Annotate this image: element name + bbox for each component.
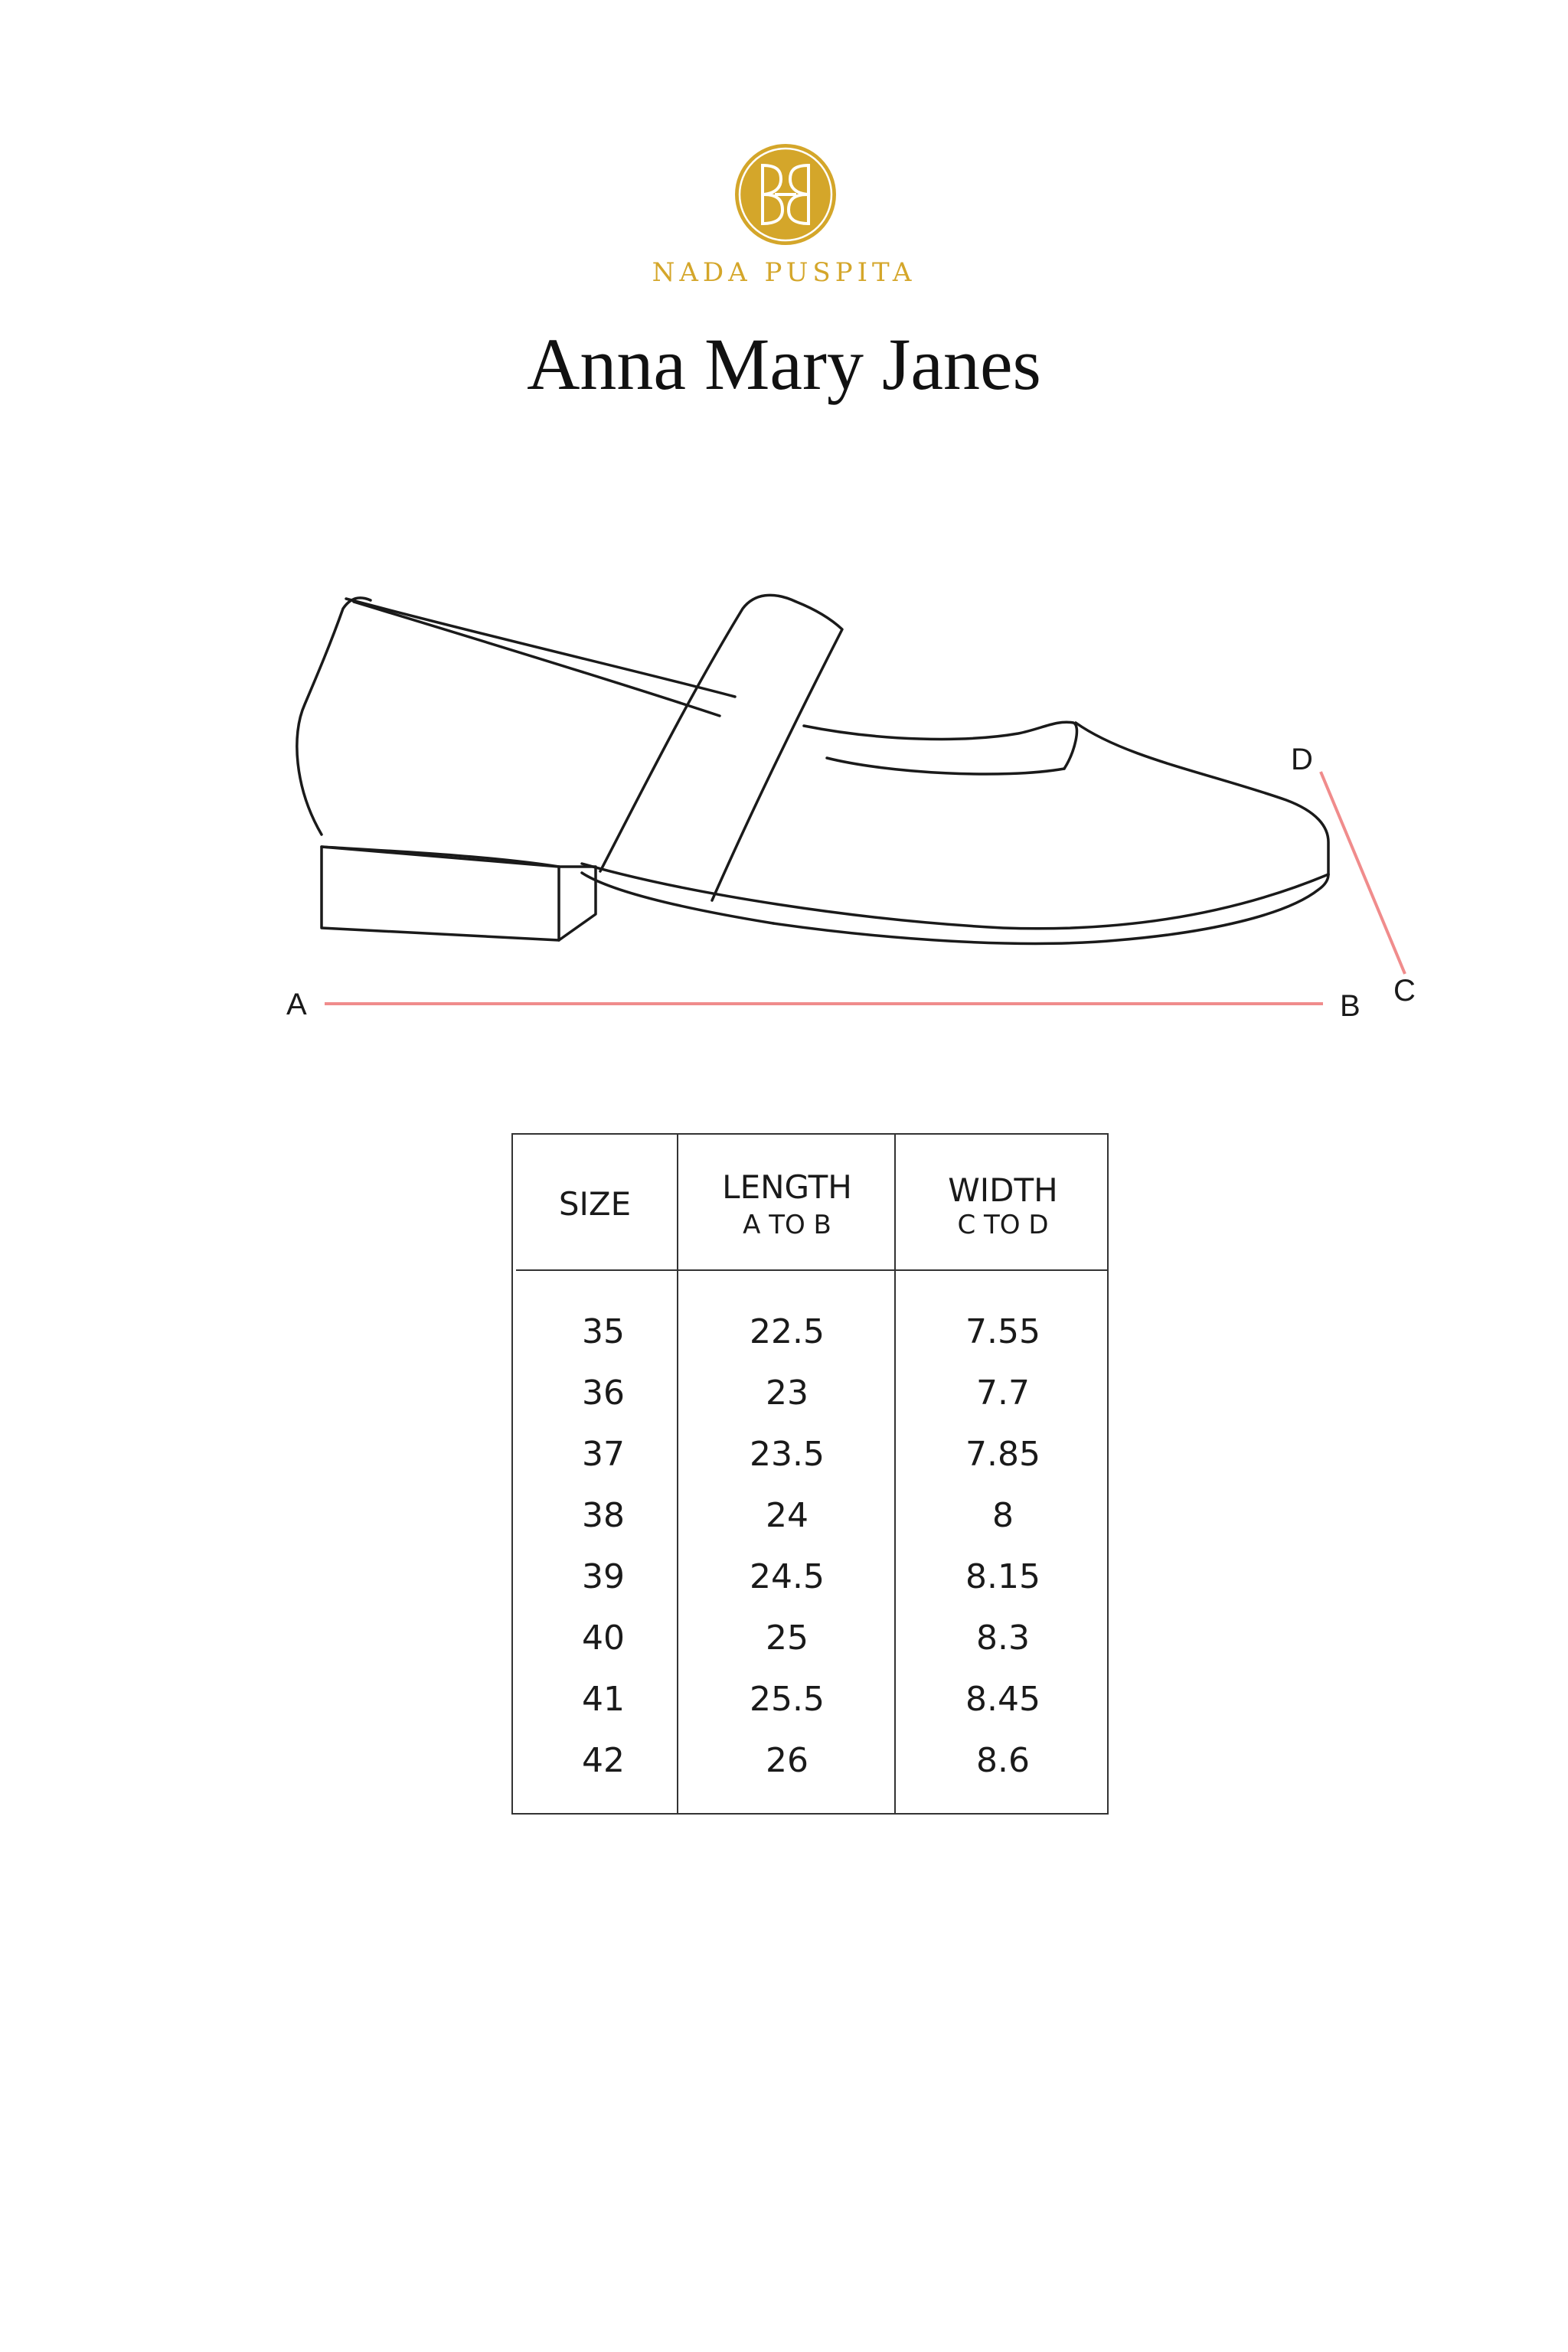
width-column: [894, 1135, 1110, 1813]
shoe-outline-icon: [297, 595, 1328, 943]
length-cell: 22.5: [750, 1312, 825, 1351]
width-cell: 8.45: [965, 1680, 1040, 1719]
size-cell: 40: [582, 1619, 625, 1658]
size-cell: 35: [582, 1312, 625, 1351]
size-cell: 36: [582, 1374, 625, 1413]
product-title: Anna Mary Janes: [527, 323, 1041, 405]
length-cell: 23.5: [750, 1435, 825, 1474]
width-cell: 8: [992, 1496, 1014, 1535]
length-cell: 23: [766, 1374, 808, 1413]
width-subheader: C TO D: [957, 1210, 1049, 1240]
header-divider: [516, 1269, 1107, 1271]
point-c-label: C: [1393, 974, 1416, 1008]
length-values: [678, 1302, 896, 1792]
width-values: [896, 1302, 1110, 1792]
width-measure-line: [1321, 772, 1405, 974]
size-cell: 39: [582, 1557, 625, 1596]
width-cell: 8.15: [965, 1557, 1040, 1596]
brand-name: NADA PUSPITA: [652, 257, 916, 288]
point-b-label: B: [1340, 989, 1361, 1023]
length-header: LENGTH: [722, 1168, 852, 1206]
length-subheader: A TO B: [743, 1210, 831, 1240]
length-column: [677, 1135, 896, 1813]
point-d-label: D: [1291, 743, 1313, 776]
size-column: [513, 1135, 677, 1813]
size-cell: 42: [582, 1741, 625, 1780]
size-cell: 41: [582, 1680, 625, 1719]
point-a-label: A: [286, 988, 307, 1021]
size-cell: 37: [582, 1435, 625, 1474]
size-chart-table: [511, 1133, 1109, 1815]
width-cell: 8.6: [976, 1741, 1030, 1780]
size-header: SIZE: [558, 1185, 632, 1223]
size-cell: 38: [582, 1496, 625, 1535]
size-values: [513, 1302, 677, 1792]
length-cell: 25.5: [750, 1680, 825, 1719]
width-cell: 7.55: [965, 1312, 1040, 1351]
width-cell: 7.7: [976, 1374, 1030, 1413]
width-cell: 7.85: [965, 1435, 1040, 1474]
length-cell: 24: [766, 1496, 808, 1535]
brand-logo-icon: [732, 141, 839, 248]
shoe-diagram: [0, 536, 1568, 1072]
width-header: WIDTH: [948, 1171, 1058, 1209]
length-cell: 24.5: [750, 1557, 825, 1596]
length-cell: 26: [766, 1741, 808, 1780]
length-cell: 25: [766, 1619, 808, 1658]
width-cell: 8.3: [976, 1619, 1030, 1658]
